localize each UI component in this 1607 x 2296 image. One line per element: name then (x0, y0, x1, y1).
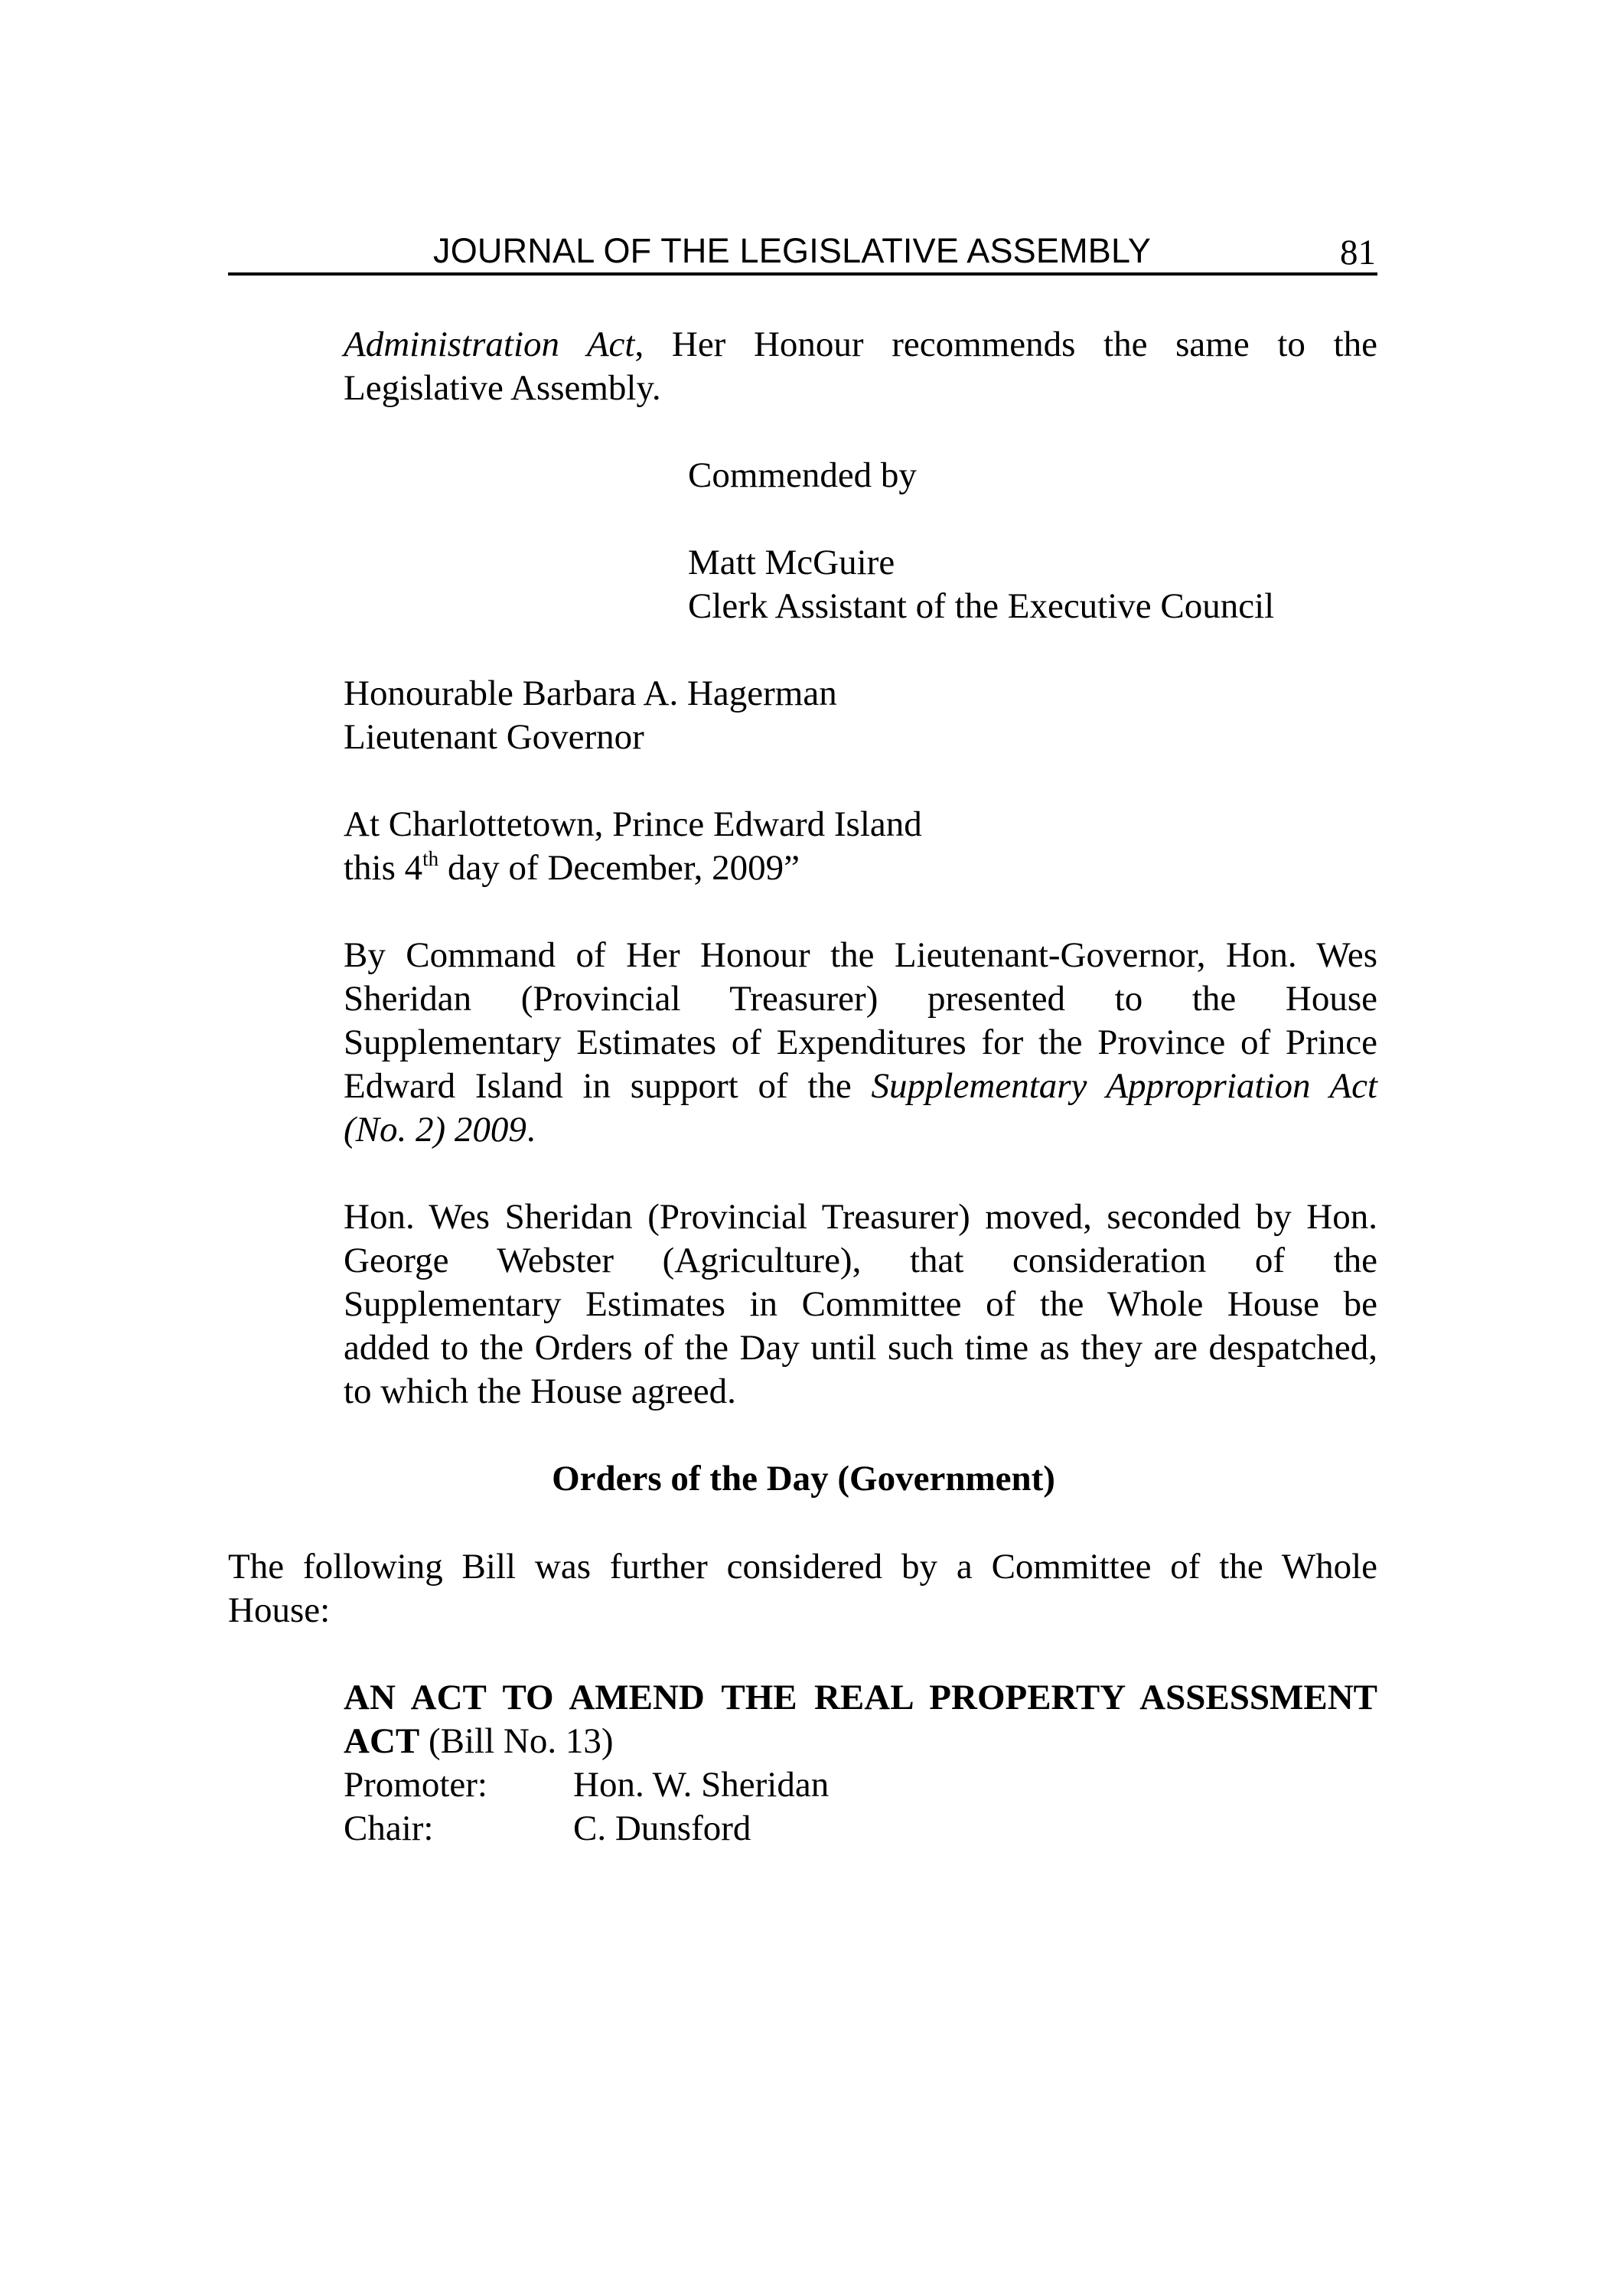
date-ordinal-suffix: th (422, 847, 439, 870)
command-paragraph (344, 934, 1377, 1152)
orders-of-the-day-heading: Orders of the Day (Government) (552, 1459, 1055, 1499)
command-line-4 (344, 1065, 1377, 1108)
addressee-name: Honourable Barbara A. Hagerman (344, 673, 837, 713)
committee-line-2: House: (228, 1590, 331, 1630)
command-line-5 (344, 1108, 1377, 1152)
bill-number: (Bill No. 13) (419, 1721, 614, 1761)
intro-line-1 (344, 323, 1377, 367)
motion-line-1: Hon. Wes Sheridan (Provincial Treasurer) moved, seconded by Hon. (344, 1197, 1377, 1237)
dateline-block (344, 803, 1377, 890)
committee-paragraph (228, 1545, 1377, 1632)
bill-title-line-1: AN ACT TO AMEND THE REAL PROPERTY ASSESSMENT (344, 1678, 1377, 1717)
dateline-date (344, 846, 1377, 890)
bill-title (344, 1676, 1377, 1763)
intro-paragraph (344, 323, 1377, 410)
act-number-italic: (No. 2) 2009 (344, 1110, 526, 1150)
date-prefix: this 4 (344, 848, 423, 888)
command-line-4-plain: Edward Island in support of the (344, 1066, 872, 1106)
act-name-italic: Administration Act (344, 325, 635, 364)
motion-paragraph (344, 1195, 1377, 1414)
chair-label: Chair: (344, 1808, 434, 1848)
command-line-2: Sheridan (Provincial Treasurer) presented to the House (344, 979, 1377, 1019)
page-number: 81 (1340, 233, 1376, 272)
motion-line-3: Supplementary Estimates in Committee of the Whole House be (344, 1284, 1377, 1324)
dateline-place: At Charlottetown, Prince Edward Island (344, 804, 922, 844)
running-head (228, 228, 1376, 274)
supplementary-act-italic: Supplementary Appropriation Act (871, 1066, 1377, 1106)
intro-line-1-rest: , Her Honour recommends the same to the (634, 325, 1377, 364)
commender-name: Matt McGuire (688, 543, 895, 582)
bill-title-line-2 (344, 1720, 1377, 1763)
date-suffix: day of December, 2009” (438, 848, 800, 888)
command-line-3: Supplementary Estimates of Expenditures for the Province of Prince (344, 1022, 1377, 1062)
promoter-value: Hon. W. Sheridan (573, 1765, 830, 1805)
commendation-block (688, 454, 1377, 628)
promoter-label: Promoter: (344, 1765, 487, 1805)
commended-by: Commended by (688, 455, 917, 495)
commender-title: Clerk Assistant of the Executive Council (688, 586, 1275, 626)
chair-value: C. Dunsford (573, 1808, 751, 1848)
motion-line-2: George Webster (Agriculture), that consideration of the (344, 1241, 1377, 1280)
command-line-5-plain: . (526, 1110, 536, 1150)
command-line-1: By Command of Her Honour the Lieutenant-Governor, Hon. Wes (344, 935, 1377, 975)
addressee-title: Lieutenant Governor (344, 717, 644, 757)
addressee-block (344, 672, 1377, 759)
header-rule (228, 272, 1377, 276)
motion-line-5: to which the House agreed. (344, 1371, 736, 1411)
bill-title-act: ACT (344, 1721, 420, 1761)
motion-line-4: added to the Orders of the Day until such time as they are despatched, (344, 1328, 1377, 1368)
running-head-title: JOURNAL OF THE LEGISLATIVE ASSEMBLY (433, 231, 1152, 270)
committee-line-1: The following Bill was further considered by a Committee of the Whole (228, 1547, 1377, 1587)
intro-line-2: Legislative Assembly. (344, 368, 661, 408)
